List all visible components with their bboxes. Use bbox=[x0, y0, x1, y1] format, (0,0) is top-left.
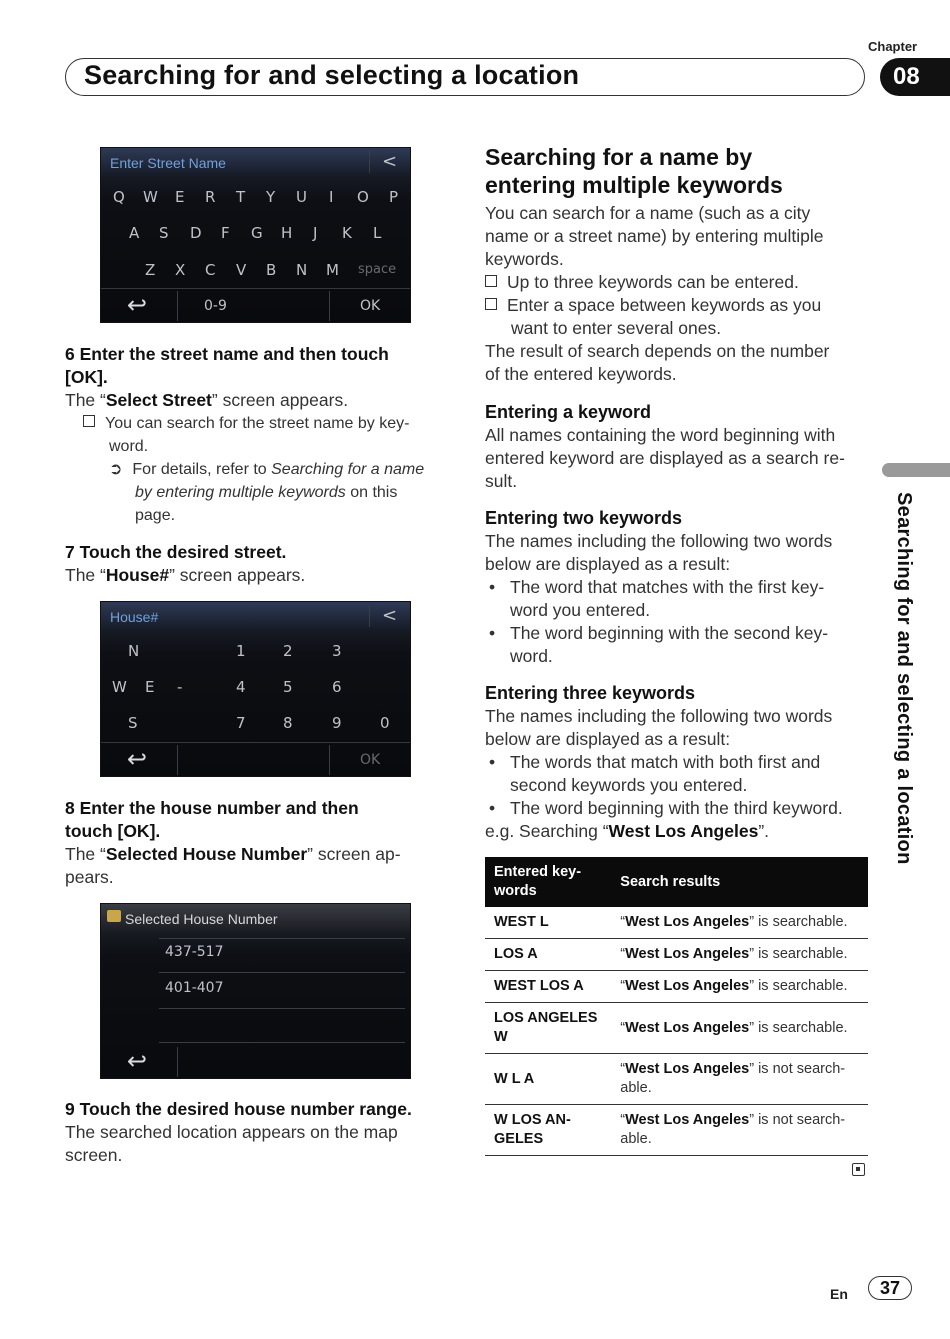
key-dash[interactable]: - bbox=[177, 678, 183, 696]
section-title: Searching for a name by bbox=[485, 144, 753, 170]
key-h[interactable]: H bbox=[281, 224, 293, 242]
key-a[interactable]: A bbox=[129, 224, 140, 242]
table-row bbox=[485, 907, 868, 939]
checkbox-bullet-icon bbox=[485, 275, 497, 287]
search-result-cell: “West Los Angeles” is searchable. bbox=[611, 971, 868, 1003]
entering-keyword-block bbox=[485, 401, 875, 493]
key-c[interactable]: C bbox=[205, 261, 216, 279]
checkbox-bullet-icon bbox=[83, 415, 95, 427]
key-2[interactable]: 2 bbox=[283, 642, 293, 660]
key-7[interactable]: 7 bbox=[236, 714, 246, 732]
entered-keyword-cell: LOS A bbox=[485, 939, 611, 971]
step-7-result: The “House#” screen appears. bbox=[65, 565, 306, 585]
key-b[interactable]: B bbox=[266, 261, 277, 279]
arrow-right-icon: ➲ bbox=[109, 461, 123, 478]
intro-line-2: name or a street name) by entering multiple bbox=[485, 226, 824, 246]
step-6-result: The “Select Street” screen appears. bbox=[65, 390, 349, 410]
search-result-cell: “West Los Angeles” is not search-able. bbox=[611, 1054, 868, 1105]
two-keywords-line-1: The names including the following two words bbox=[485, 531, 833, 551]
key-z[interactable]: Z bbox=[145, 261, 156, 279]
step-6-note-cont: word. bbox=[109, 438, 149, 455]
table-header-row bbox=[485, 857, 868, 907]
key-r[interactable]: R bbox=[205, 188, 216, 206]
key-j[interactable]: J bbox=[313, 224, 318, 242]
key-v[interactable]: V bbox=[236, 261, 247, 279]
screen-title: Selected House Number bbox=[125, 911, 278, 927]
three-keywords-line-1: The names including the following two words bbox=[485, 706, 833, 726]
range-item-2[interactable]: 401-407 bbox=[165, 980, 224, 996]
key-n[interactable]: N bbox=[296, 261, 308, 279]
chapter-number-badge: 08 bbox=[880, 58, 950, 96]
key-t[interactable]: T bbox=[236, 188, 246, 206]
key-x[interactable]: X bbox=[175, 261, 186, 279]
search-result-cell: “West Los Angeles” is searchable. bbox=[611, 939, 868, 971]
key-i[interactable]: I bbox=[329, 188, 334, 206]
entering-keyword-title: Entering a keyword bbox=[485, 402, 652, 422]
bullet-1: Up to three keywords can be entered. bbox=[485, 271, 875, 294]
two-keywords-block bbox=[485, 507, 875, 668]
entered-keyword-cell: W LOS AN-GELES bbox=[485, 1105, 611, 1156]
key-e[interactable]: E bbox=[145, 678, 155, 696]
key-f[interactable]: F bbox=[221, 224, 230, 242]
step-9-block bbox=[65, 1098, 465, 1167]
example-line: e.g. Searching “West Los Angeles”. bbox=[485, 821, 770, 841]
page-title: Searching for and selecting a location bbox=[84, 60, 580, 90]
step-9-heading: 9 Touch the desired house number range. bbox=[65, 1099, 412, 1119]
step-6-reference-cont: by entering multiple keywords on this bbox=[135, 484, 398, 501]
page-number: 37 bbox=[868, 1276, 912, 1300]
return-arrow-icon[interactable]: ↩ bbox=[127, 745, 148, 773]
step-8-heading: 8 Enter the house number and then bbox=[65, 798, 359, 818]
two-keywords-title: Entering two keywords bbox=[485, 508, 683, 528]
entering-keyword-line-1: All names containing the word beginning with bbox=[485, 425, 836, 445]
key-w[interactable]: W bbox=[143, 188, 158, 206]
key-4[interactable]: 4 bbox=[236, 678, 246, 696]
step-6-reference-end: page. bbox=[135, 507, 176, 524]
key-8[interactable]: 8 bbox=[283, 714, 293, 732]
key-n[interactable]: N bbox=[128, 642, 140, 660]
two-keywords-bullet-1-cont: word you entered. bbox=[510, 600, 651, 620]
return-arrow-icon[interactable]: ↩ bbox=[127, 291, 148, 319]
entering-keyword-line-3: sult. bbox=[485, 471, 518, 491]
key-5[interactable]: 5 bbox=[283, 678, 293, 696]
result-line-1: The result of search depends on the number bbox=[485, 341, 830, 361]
checkbox-bullet-icon bbox=[485, 298, 497, 310]
range-item-1[interactable]: 437-517 bbox=[165, 944, 224, 960]
step-9-result-cont: screen. bbox=[65, 1145, 123, 1165]
step-7-heading: 7 Touch the desired street. bbox=[65, 542, 287, 562]
step-6-heading: 6 Enter the street name and then touch bbox=[65, 344, 389, 364]
entering-keyword-line-2: entered keyword are displayed as a search re- bbox=[485, 448, 845, 468]
key-m[interactable]: M bbox=[326, 261, 339, 279]
search-result-cell: “West Los Angeles” is not search-able. bbox=[611, 1105, 868, 1156]
ok-key[interactable]: OK bbox=[360, 752, 381, 768]
search-results-table bbox=[485, 857, 868, 1156]
two-keywords-line-2: below are displayed as a result: bbox=[485, 554, 731, 574]
step-8-result-cont: pears. bbox=[65, 867, 114, 887]
three-keywords-title: Entering three keywords bbox=[485, 683, 696, 703]
key-e[interactable]: E bbox=[175, 188, 185, 206]
step-6-note: You can search for the street name by key- bbox=[65, 412, 465, 435]
column-header-search-results: Search results bbox=[611, 857, 868, 907]
table-row bbox=[485, 1003, 868, 1054]
table-row bbox=[485, 971, 868, 1003]
key-0[interactable]: 0 bbox=[380, 714, 390, 732]
three-keywords-line-2: below are displayed as a result: bbox=[485, 729, 731, 749]
end-of-section-icon bbox=[852, 1163, 865, 1176]
key-g[interactable]: G bbox=[251, 224, 263, 242]
key-9[interactable]: 9 bbox=[332, 714, 342, 732]
bullet-2-cont: want to enter several ones. bbox=[511, 318, 722, 338]
step-8-result: The “Selected House Number” screen ap- bbox=[65, 844, 401, 864]
entered-keyword-cell: W L A bbox=[485, 1054, 611, 1105]
two-keywords-bullet-2-cont: word. bbox=[510, 646, 553, 666]
entered-keyword-cell: LOS ANGELES W bbox=[485, 1003, 611, 1054]
number-mode-key[interactable]: 0-9 bbox=[204, 298, 227, 314]
side-tab-marker bbox=[882, 463, 950, 477]
key-l[interactable]: L bbox=[373, 224, 382, 242]
key-1[interactable]: 1 bbox=[236, 642, 246, 660]
table-row bbox=[485, 1054, 868, 1105]
key-6[interactable]: 6 bbox=[332, 678, 342, 696]
three-keywords-bullet-2: • The word beginning with the third keyword. bbox=[489, 798, 843, 818]
step-6-heading-cont: [OK]. bbox=[65, 367, 108, 387]
side-tab-label: Searching for and selecting a location bbox=[893, 492, 915, 865]
key-s[interactable]: S bbox=[128, 714, 138, 732]
language-code: En bbox=[830, 1286, 848, 1302]
two-keywords-bullet-1: • The word that matches with the first key- bbox=[489, 577, 825, 597]
space-key[interactable]: space bbox=[358, 262, 397, 277]
keyword-section bbox=[485, 143, 875, 386]
ok-key[interactable]: OK bbox=[360, 298, 381, 314]
back-key[interactable]: < bbox=[382, 151, 398, 172]
table-row bbox=[485, 1105, 868, 1156]
key-s[interactable]: S bbox=[159, 224, 169, 242]
search-result-cell: “West Los Angeles” is searchable. bbox=[611, 1003, 868, 1054]
key-u[interactable]: U bbox=[296, 188, 307, 206]
intro-line-1: You can search for a name (such as a city bbox=[485, 203, 811, 223]
three-keywords-block bbox=[485, 682, 875, 843]
key-y[interactable]: Y bbox=[266, 188, 276, 206]
back-key[interactable]: < bbox=[382, 605, 398, 626]
entered-keyword-cell: WEST LOS A bbox=[485, 971, 611, 1003]
step-6-reference: ➲ For details, refer to Searching for a name bbox=[109, 461, 425, 478]
three-keywords-bullet-1: • The words that match with both first and bbox=[489, 752, 821, 772]
table-row bbox=[485, 939, 868, 971]
key-o[interactable]: O bbox=[357, 188, 369, 206]
list-icon bbox=[107, 910, 121, 922]
key-p[interactable]: P bbox=[389, 188, 399, 206]
column-header-entered-keywords: Entered key- words bbox=[485, 857, 611, 907]
step-8-heading-cont: touch [OK]. bbox=[65, 821, 161, 841]
step-6-block bbox=[65, 343, 465, 527]
screen-title: Enter Street Name bbox=[110, 155, 226, 171]
return-arrow-icon[interactable]: ↩ bbox=[127, 1047, 148, 1075]
result-line-2: of the entered keywords. bbox=[485, 364, 677, 384]
street-name-screen bbox=[100, 147, 411, 323]
intro-line-3: keywords. bbox=[485, 249, 564, 269]
key-k[interactable]: K bbox=[342, 224, 352, 242]
key-w[interactable]: W bbox=[112, 678, 127, 696]
chapter-label: Chapter bbox=[868, 39, 918, 54]
bullet-2: Enter a space between keywords as you bbox=[485, 294, 875, 317]
selected-house-number-screen bbox=[100, 903, 411, 1079]
entered-keyword-cell: WEST L bbox=[485, 907, 611, 939]
screen-title: House# bbox=[110, 609, 159, 625]
step-7-block bbox=[65, 541, 465, 587]
key-d[interactable]: D bbox=[190, 224, 202, 242]
step-8-block bbox=[65, 797, 465, 889]
search-result-cell: “West Los Angeles” is searchable. bbox=[611, 907, 868, 939]
key-q[interactable]: Q bbox=[113, 188, 125, 206]
key-3[interactable]: 3 bbox=[332, 642, 342, 660]
three-keywords-bullet-1-cont: second keywords you entered. bbox=[510, 775, 748, 795]
two-keywords-bullet-2: • The word beginning with the second key- bbox=[489, 623, 829, 643]
house-number-screen bbox=[100, 601, 411, 777]
section-title-cont: entering multiple keywords bbox=[485, 172, 783, 198]
step-9-result: The searched location appears on the map bbox=[65, 1122, 398, 1142]
